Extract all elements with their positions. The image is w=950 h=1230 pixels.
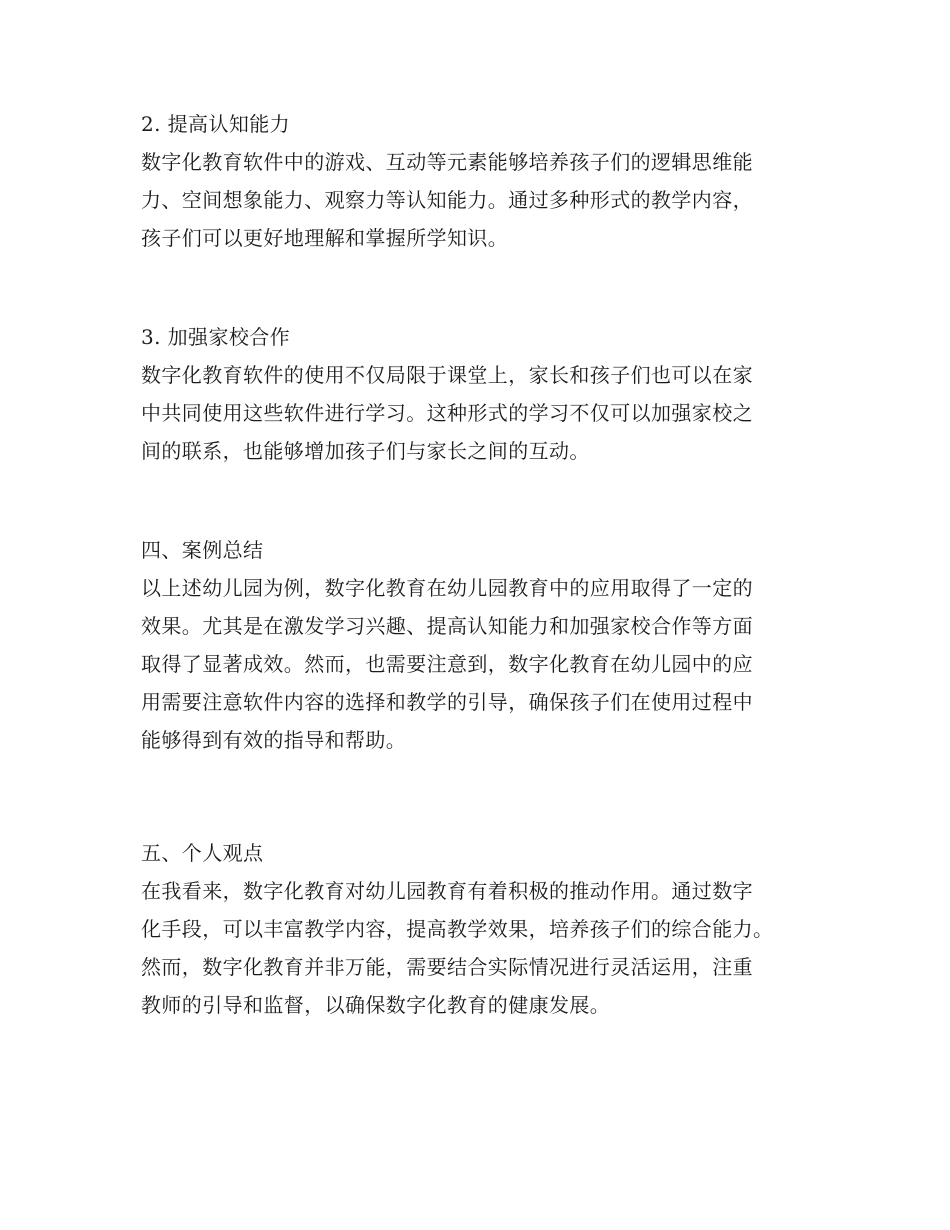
paragraph-line: 化手段，可以丰富教学内容，提高教学效果，培养孩子们的综合能力。 — [141, 917, 774, 941]
paragraph-line: 力、空间想象能力、观察力等认知能力。通过多种形式的教学内容， — [141, 188, 753, 212]
paragraph-line: 能够得到有效的指导和帮助。 — [141, 728, 407, 752]
paragraph-line: 教师的引导和监督，以确保数字化教育的健康发展。 — [141, 993, 611, 1017]
paragraph-line: 间的联系，也能够增加孩子们与家长之间的互动。 — [141, 439, 590, 463]
section-improve-cognition — [141, 105, 841, 257]
section-personal-view — [141, 834, 841, 1024]
paragraph-line: 效果。尤其是在激发学习兴趣、提高认知能力和加强家校合作等方面 — [141, 614, 753, 638]
paragraph-line: 用需要注意软件内容的选择和教学的引导，确保孩子们在使用过程中 — [141, 690, 753, 714]
paragraph-line: 以上述幼儿园为例，数字化教育在幼儿园教育中的应用取得了一定的 — [141, 576, 753, 600]
section-heading: 2. 提高认知能力 — [141, 112, 291, 136]
section-heading: 四、案例总结 — [141, 538, 264, 562]
paragraph-line: 在我看来，数字化教育对幼儿园教育有着积极的推动作用。通过数字 — [141, 879, 753, 903]
paragraph-line: 数字化教育软件的使用不仅局限于课堂上，家长和孩子们也可以在家 — [141, 363, 753, 387]
paragraph-line: 孩子们可以更好地理解和掌握所学知识。 — [141, 226, 509, 250]
section-case-summary — [141, 531, 841, 759]
paragraph-line: 取得了显著成效。然而，也需要注意到，数字化教育在幼儿园中的应 — [141, 652, 753, 676]
section-heading: 3. 加强家校合作 — [141, 325, 291, 349]
paragraph-line: 中共同使用这些软件进行学习。这种形式的学习不仅可以加强家校之 — [141, 401, 753, 425]
section-home-school-cooperation — [141, 318, 841, 470]
paragraph-line: 然而，数字化教育并非万能，需要结合实际情况进行灵活运用，注重 — [141, 955, 753, 979]
paragraph-line: 数字化教育软件中的游戏、互动等元素能够培养孩子们的逻辑思维能 — [141, 150, 753, 174]
section-heading: 五、个人观点 — [141, 841, 264, 865]
